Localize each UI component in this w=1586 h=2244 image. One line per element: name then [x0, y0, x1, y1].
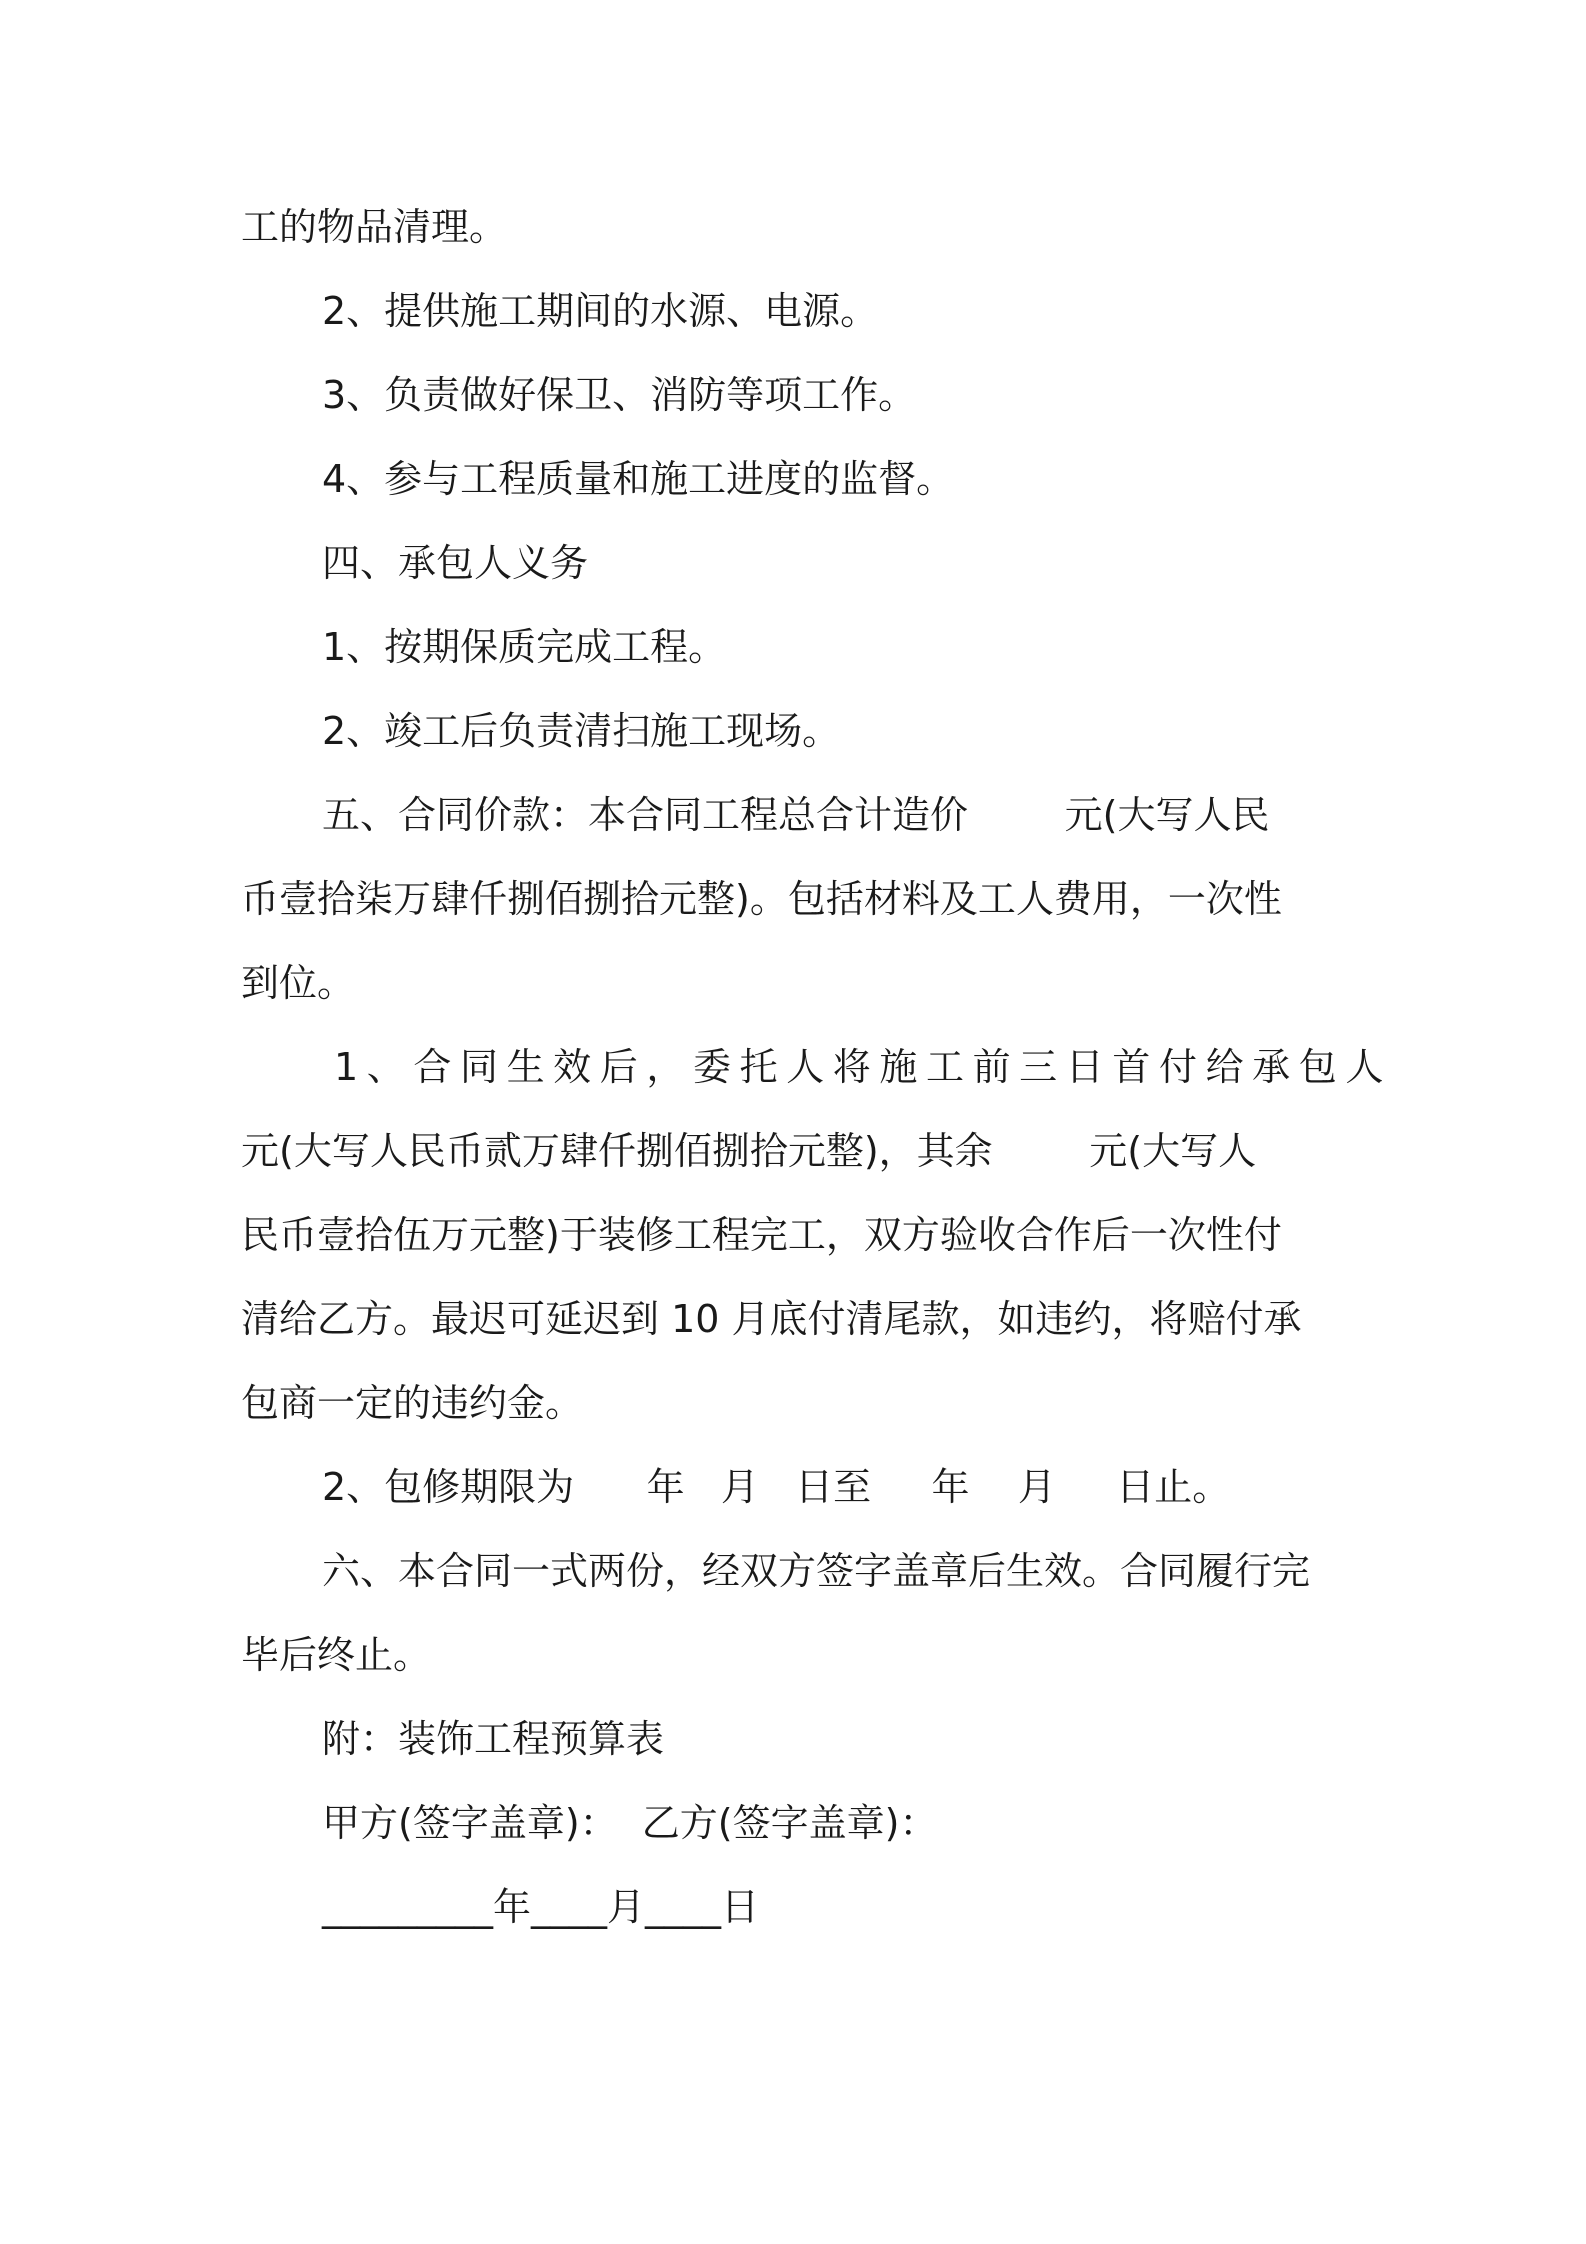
text-line-13: 民币壹拾伍万元整)于装修工程完工，双方验收合作后一次性付 — [241, 1213, 1282, 1257]
text-line-1: 工的物品清理。 — [241, 205, 508, 249]
text-line-2: 2、提供施工期间的水源、电源。 — [322, 289, 879, 333]
section-heading-copies: 六、本合同一式两份，经双方签字盖章后生效。合同履行完 — [322, 1549, 1311, 1593]
text-line-14: 清给乙方。最迟可延迟到 10 月底付清尾款，如违约，将赔付承 — [241, 1297, 1302, 1341]
text-line-7: 2、竣工后负责清扫施工现场。 — [322, 709, 841, 753]
text-line-9: 币壹拾柒万肆仟捌佰捌拾元整)。包括材料及工人费用，一次性 — [241, 877, 1282, 921]
text-line-12: 元(大写人民币贰万肆仟捌佰捌拾元整)，其余 元(大写人 — [241, 1129, 1257, 1173]
date-line: _________年____月____日 — [322, 1885, 760, 1929]
section-heading-price: 五、合同价款：本合同工程总合计造价 元(大写人民 — [322, 793, 1270, 837]
section-heading-obligations: 四、承包人义务 — [322, 541, 589, 585]
text-line-6: 1、按期保质完成工程。 — [322, 625, 727, 669]
text-line-18: 毕后终止。 — [241, 1633, 432, 1677]
text-line-10: 到位。 — [241, 961, 356, 1005]
text-line-4: 4、参与工程质量和施工进度的监督。 — [322, 457, 955, 501]
attachment-line: 附：装饰工程预算表 — [322, 1717, 665, 1761]
text-line-15: 包商一定的违约金。 — [241, 1381, 584, 1425]
text-line-11: 1、合同生效后，委托人将施工前三日首付给承包人 — [334, 1045, 1392, 1089]
signature-line: 甲方(签字盖章)： 乙方(签字盖章)： — [322, 1801, 938, 1845]
warranty-period-line: 2、包修期限为 年 月 日至 年 月 日止。 — [322, 1465, 1231, 1509]
text-line-3: 3、负责做好保卫、消防等项工作。 — [322, 373, 917, 417]
